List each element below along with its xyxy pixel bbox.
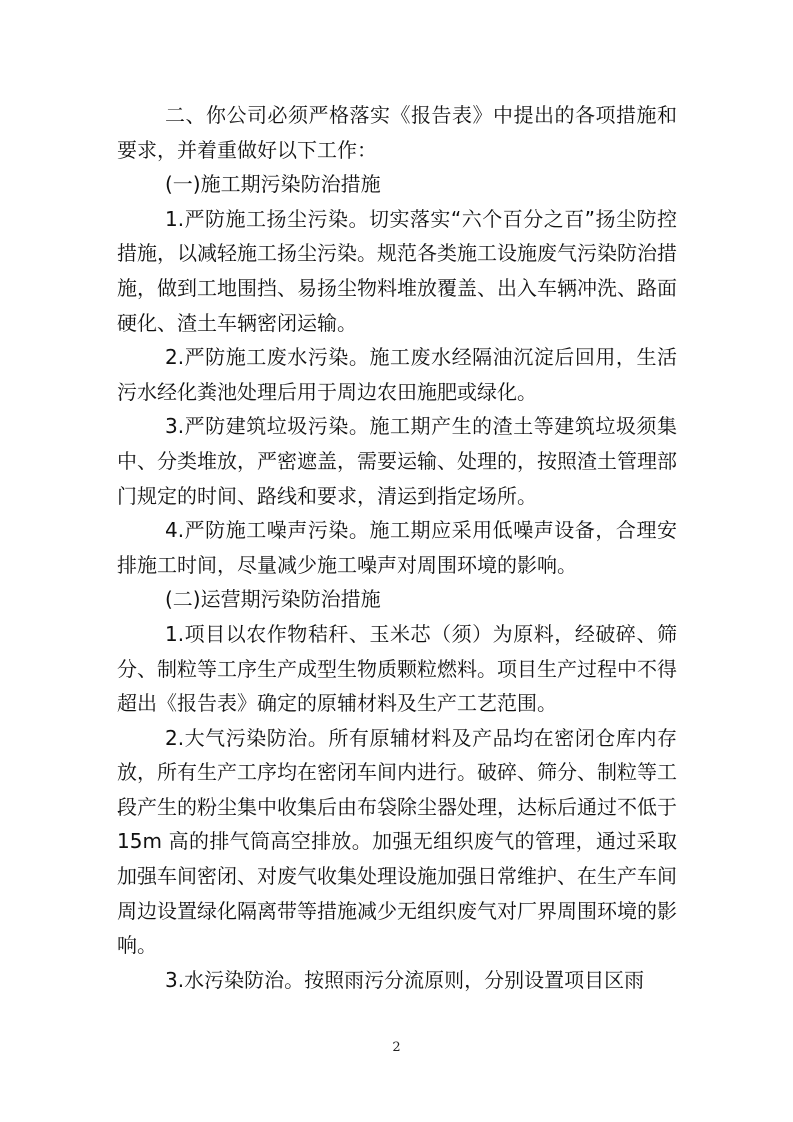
section-heading-construction: (一)施工期污染防治措施 <box>165 172 381 197</box>
paragraph-wastewater: 2.严防施工废水污染。施工废水经隔油沉淀后回用，生活污水经化粪池处理后用于周边农田施肥或绿化。 <box>117 345 677 404</box>
paragraph-intro: 二、你公司必须严格落实《报告表》中提出的各项措施和要求，并着重做好以下工作： <box>117 103 677 162</box>
page-number: 2 <box>392 1040 401 1055</box>
paragraph-air: 2.大气污染防治。所有原辅材料及产品均在密闭仓库内存放，所有生产工序均在密闭车间内进行。破碎、筛分、制粒等工段产生的粉尘集中收集后由布袋除尘器处理，达标后通过不低于 15m 高的排气筒高空排放。加强无组织废气的管理，通过采取加强车间密闭、对废气收集处理设施加强日常维护、在生产车间周边设置绿化隔离带等措施减少无组织废气对厂界周围环境的影响。 <box>117 725 677 958</box>
document-body <box>117 98 677 997</box>
paragraph-materials: 1.项目以农作物秸秆、玉米芯（须）为原料，经破碎、筛分、制粒等工序生产成型生物质颗粒燃料。项目生产过程中不得超出《报告表》确定的原辅材料及生产工艺范围。 <box>117 621 677 716</box>
section-heading-operation: (二)运营期污染防治措施 <box>165 587 381 612</box>
paragraph-noise: 4.严防施工噪声污染。施工期应采用低噪声设备，合理安排施工时间，尽量减少施工噪声对周围环境的影响。 <box>117 518 677 577</box>
paragraph-dust: 1.严防施工扬尘污染。切实落实“六个百分之百”扬尘防控措施，以减轻施工扬尘污染。规范各类施工设施废气污染防治措施，做到工地围挡、易扬尘物料堆放覆盖、出入车辆冲洗、路面硬化、渣土车辆密闭运输。 <box>117 206 677 335</box>
paragraph-water: 3.水污染防治。按照雨污分流原则，分别设置项目区雨 <box>165 967 645 992</box>
paragraph-waste: 3.严防建筑垃圾污染。施工期产生的渣土等建筑垃圾须集中、分类堆放，严密遮盖，需要运输、处理的，按照渣土管理部门规定的时间、路线和要求，清运到指定场所。 <box>117 414 677 508</box>
